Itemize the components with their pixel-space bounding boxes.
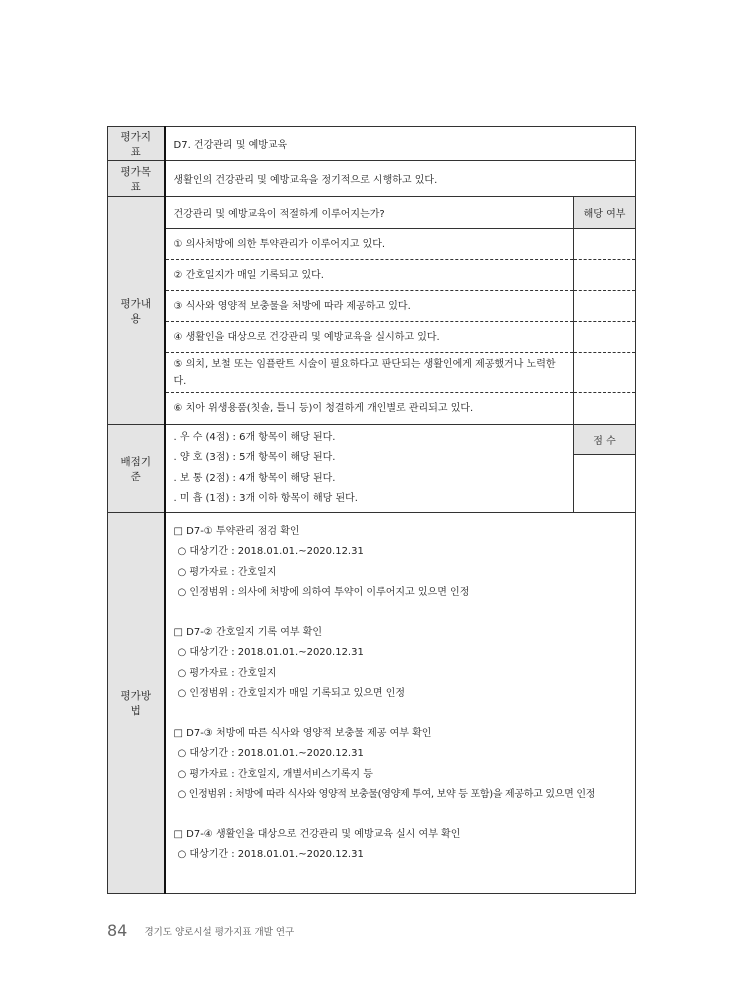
applicable-check-cell[interactable]	[574, 291, 636, 322]
page-number: 84	[107, 921, 128, 940]
content-item: ③ 식사와 영양적 보충물을 처방에 따라 제공하고 있다.	[165, 291, 574, 322]
content-label: 평가내용	[108, 197, 165, 425]
method-group	[174, 724, 628, 806]
content-item-row	[108, 322, 636, 353]
content-item: ① 의사처방에 의한 투약관리가 이루어지고 있다.	[165, 229, 574, 260]
scoring-row	[108, 425, 636, 455]
method-group	[174, 825, 628, 866]
method-group-title: □ D7-④ 생활인을 대상으로 건강관리 및 예방교육 실시 여부 확인	[173, 828, 461, 840]
score-header: 점 수	[574, 425, 636, 455]
method-group-title: □ D7-② 간호일지 기록 여부 확인	[173, 626, 323, 638]
content-item: ⑤ 의치, 보철 또는 임플란트 시술이 필요하다고 판단되는 생활인에게 제공했거나 노력한다.	[165, 353, 574, 393]
content-item: ⑥ 치아 위생용품(칫솔, 틀니 등)이 청결하게 개인별로 관리되고 있다.	[165, 393, 574, 425]
applicable-header: 해당 여부	[574, 197, 636, 229]
method-detail: ○ 평가자료 : 간호일지	[177, 667, 277, 679]
evaluation-table	[107, 126, 636, 894]
applicable-check-cell[interactable]	[574, 229, 636, 260]
content-question-row	[108, 197, 636, 229]
score-input-cell[interactable]	[574, 455, 636, 513]
criteria-line: . 양 호 (3점) : 5개 항목이 해당 된다.	[173, 452, 336, 463]
content-item: ② 간호일지가 매일 기록되고 있다.	[165, 260, 574, 291]
applicable-check-cell[interactable]	[574, 322, 636, 353]
goal-row	[108, 161, 636, 197]
method-row	[108, 513, 636, 894]
scoring-label: 배점기준	[108, 425, 165, 513]
content-item-row	[108, 229, 636, 260]
document-title: 경기도 양로시설 평가지표 개발 연구	[144, 926, 295, 938]
content-item: ④ 생활인을 대상으로 건강관리 및 예방교육을 실시하고 있다.	[165, 322, 574, 353]
content-item-row	[108, 260, 636, 291]
content-item-row	[108, 393, 636, 425]
method-detail: ○ 인정범위 : 간호일지가 매일 기록되고 있으면 인정	[177, 688, 406, 699]
method-detail: ○ 평가자료 : 간호일지	[177, 566, 277, 578]
method-detail: ○ 대상기간 : 2018.01.01.~2020.12.31	[177, 748, 364, 759]
indicator-label: 평가지표	[108, 127, 165, 161]
scoring-criteria	[165, 425, 574, 513]
method-detail: ○ 인정범위 : 의사에 처방에 의하여 투약이 이루어지고 있으면 인정	[177, 587, 470, 598]
criteria-line: . 우 수 (4점) : 6개 항목이 해당 된다.	[173, 431, 336, 443]
method-group	[174, 522, 628, 604]
method-group-title: □ D7-③ 처방에 따른 식사와 영양적 보충물 제공 여부 확인	[173, 727, 432, 739]
method-detail: ○ 대상기간 : 2018.01.01.~2020.12.31	[177, 849, 364, 860]
method-label: 평가방법	[108, 513, 165, 894]
method-group	[174, 623, 628, 705]
method-group-title: □ D7-① 투약관리 점검 확인	[173, 525, 300, 537]
method-detail: ○ 대상기간 : 2018.01.01.~2020.12.31	[177, 546, 364, 557]
criteria-line: . 미 흡 (1점) : 3개 이하 항목이 해당 된다.	[173, 493, 358, 504]
applicable-check-cell[interactable]	[574, 393, 636, 425]
content-question: 건강관리 및 예방교육이 적절하게 이루어지는가?	[165, 197, 574, 229]
method-detail: ○ 평가자료 : 간호일지, 개별서비스기록지 등	[177, 768, 373, 780]
goal-value: 생활인의 건강관리 및 예방교육을 정기적으로 시행하고 있다.	[165, 161, 636, 197]
indicator-value: D7. 건강관리 및 예방교육	[165, 127, 636, 161]
indicator-row	[108, 127, 636, 161]
method-content	[165, 513, 636, 894]
content-item-row	[108, 291, 636, 322]
applicable-check-cell[interactable]	[574, 353, 636, 393]
method-detail: ○ 대상기간 : 2018.01.01.~2020.12.31	[177, 647, 364, 658]
goal-label: 평가목표	[108, 161, 165, 197]
criteria-line: . 보 통 (2점) : 4개 항목이 해당 된다.	[173, 472, 336, 484]
content-item-row	[108, 353, 636, 393]
method-detail: ○ 인정범위 : 처방에 따라 식사와 영양적 보충물(영양제 투여, 보약 등 포함)을 제공하고 있으면 인정	[177, 789, 596, 800]
page-footer	[107, 920, 294, 942]
applicable-check-cell[interactable]	[574, 260, 636, 291]
